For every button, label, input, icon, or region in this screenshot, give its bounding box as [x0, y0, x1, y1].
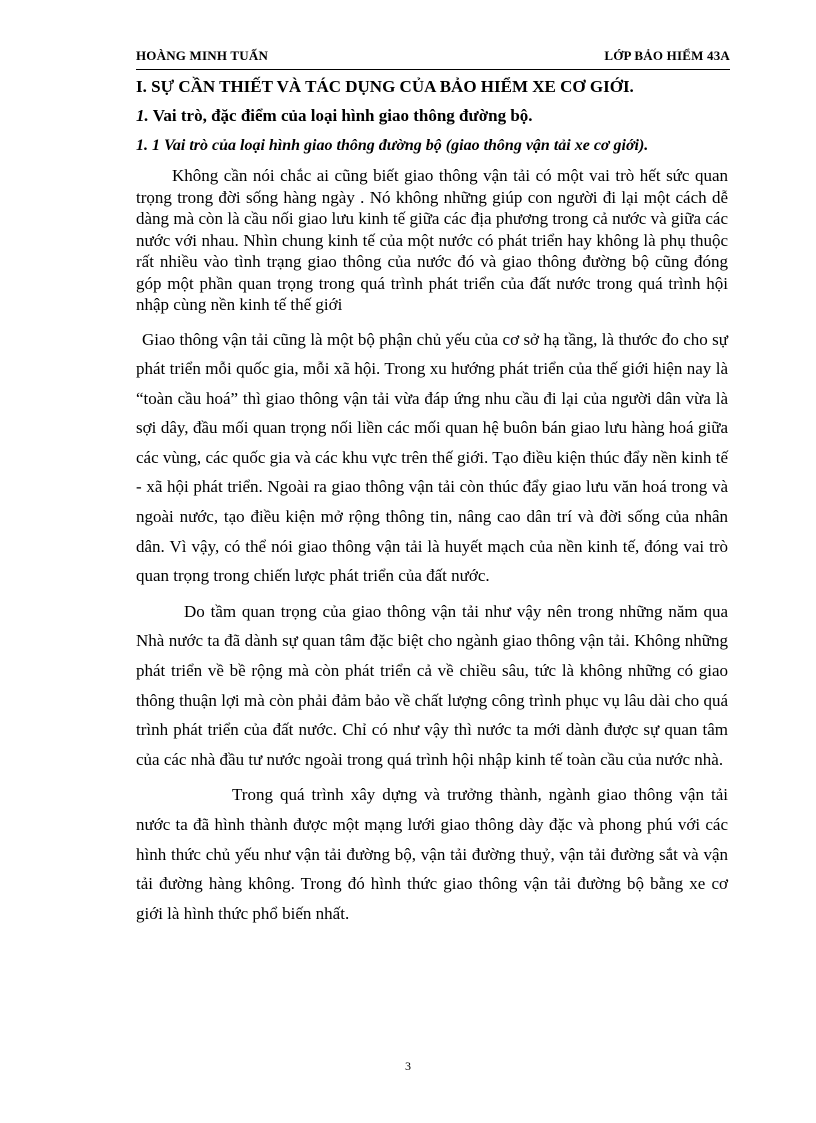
- header-rule: [136, 69, 730, 70]
- paragraph-3: Do tầm quan trọng của giao thông vận tải như vậy nên trong những năm qua Nhà nước ta đã dành sự quan tâm đặc biệt cho ngành giao thông vận tải. Không những phát triển về bề rộng mà còn phát triển cả về chiều sâu, tức là không những có giao thông thuận lợi mà còn phải đảm bảo về chất lượng công trình phục vụ lâu dài cho quá trình phát triển của đất nước. Chỉ có như vậy thì nước ta mới dành được sự quan tâm của các nhà đầu tư nước ngoài trong quá trình hội nhập kinh tế toàn cầu của nước nhà.: [136, 601, 728, 769]
- subsection-text: Vai trò, đặc điểm của loại hình giao thông đường bộ.: [148, 106, 533, 125]
- page-body: [136, 73, 728, 928]
- page-header: [136, 48, 730, 70]
- page-number: 3: [405, 1059, 411, 1073]
- header-author: HOÀNG MINH TUẤN: [136, 48, 269, 63]
- subsection-title: [136, 101, 728, 131]
- paragraph-2: Giao thông vận tải cũng là một bộ phận chủ yếu của cơ sở hạ tầng, là thước đo cho sự phát triển mỗi quốc gia, mỗi xã hội. Trong xu hướng phát triển của thế giới hiện nay là “toàn cầu hoá” thì giao thông vận tải vừa đáp ứng nhu cầu đi lại của người dân vừa là sợi dây, đầu mối quan trọng nối liền các mối quan hệ buôn bán giao lưu hàng hoá giữa các vùng, các quốc gia và các khu vực trên thế giới. Tạo điều kiện thúc đẩy nền kinh tế - xã hội phát triển. Ngoài ra giao thông vận tải còn thúc đẩy giao lưu văn hoá trong và ngoài nước, tạo điều kiện mở rộng thông tin, nâng cao dân trí và đời sống của nhân dân. Vì vậy, có thể nói giao thông vận tải là huyết mạch của nền kinh tế, đóng vai trò quan trọng trong chiến lược phát triển của đất nước.: [136, 329, 728, 586]
- subsection-number: 1.: [136, 106, 149, 125]
- paragraph-1: Không cần nói chắc ai cũng biết giao thông vận tải có một vai trò hết sức quan trọng trong đời sống hàng ngày . Nó không những giúp con người đi lại một cách dễ dàng mà còn là cầu nối giao lưu kinh tế giữa các địa phương trong cả nước và giữa các nước với nhau. Nhìn chung kinh tế của một nước có phát triển hay không là phụ thuộc rất nhiều vào tình trạng giao thông của nước đó và giao thông đường bộ cũng đóng góp một phần quan trọng trong quá trình phát triển của đất nước trong quá trình hội nhập cùng nền kinh tế thế giới: [136, 166, 728, 314]
- subsubsection-title: 1. 1 Vai trò của loại hình giao thông đường bộ (giao thông vận tải xe cơ giới).: [136, 137, 649, 154]
- section-title: I. SỰ CẦN THIẾT VÀ TÁC DỤNG CỦA BẢO HIỂM XE CƠ GIỚI.: [136, 77, 634, 96]
- header-class: LỚP BẢO HIỂM 43A: [604, 48, 730, 63]
- paragraph-4: Trong quá trình xây dựng và trưởng thành, ngành giao thông vận tải nước ta đã hình thành được một mạng lưới giao thông dày đặc và phong phú với các hình thức chủ yếu như vận tải đường bộ, vận tải đường thuỷ, vận tải đường sắt và vận tải đường hàng không. Trong đó hình thức giao thông vận tải đường bộ bằng xe cơ giới là hình thức phổ biến nhất.: [136, 785, 728, 923]
